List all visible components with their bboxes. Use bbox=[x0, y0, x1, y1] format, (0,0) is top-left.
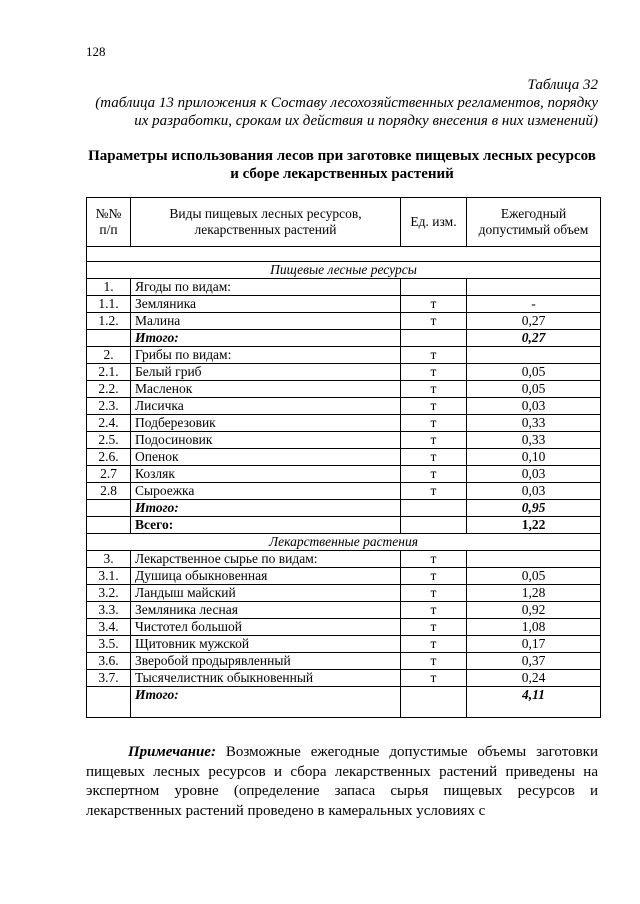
section-row bbox=[87, 534, 601, 551]
table-row: 2.3. Лисичка т 0,03 bbox=[87, 398, 601, 415]
subtotal-row: Итого: 4,11 bbox=[87, 687, 601, 718]
footnote bbox=[86, 743, 598, 821]
table-row: 2.8 Сыроежка т 0,03 bbox=[87, 483, 601, 500]
table-row: 3.6. Зверобой продырявленный т 0,37 bbox=[87, 653, 601, 670]
note-label: Примечание: bbox=[128, 744, 216, 760]
table-row: 2.1. Белый гриб т 0,05 bbox=[87, 364, 601, 381]
table-row: 2.2. Масленок т 0,05 bbox=[87, 381, 601, 398]
group-row: 2. Грибы по видам: т bbox=[87, 347, 601, 364]
table-row: 3.3. Земляника лесная т 0,92 bbox=[87, 602, 601, 619]
group-row: 1. Ягоды по видам: bbox=[87, 279, 601, 296]
table-row: 2.4. Подберезовик т 0,33 bbox=[87, 415, 601, 432]
table-row: 3.2. Ландыш майский т 1,28 bbox=[87, 585, 601, 602]
table-row: 3.1. Душица обыкновенная т 0,05 bbox=[87, 568, 601, 585]
table-row: 2.5. Подосиновик т 0,33 bbox=[87, 432, 601, 449]
table-title: Параметры использования лесов при заготовке пищевых лесных ресурсов и сборе лекарственных растений bbox=[88, 148, 596, 182]
table-row: 1.1. Земляника т - bbox=[87, 296, 601, 313]
table-row: 2.7 Козляк т 0,03 bbox=[87, 466, 601, 483]
blank-row bbox=[87, 247, 601, 262]
table-row: 3.5. Щитовник мужской т 0,17 bbox=[87, 636, 601, 653]
table-row: 2.6. Опенок т 0,10 bbox=[87, 449, 601, 466]
section-title: Лекарственные растения bbox=[87, 534, 601, 551]
header-volume: Ежегодный допустимый объем bbox=[467, 198, 601, 247]
table-row: 3.4. Чистотел большой т 1,08 bbox=[87, 619, 601, 636]
header-num: №№ п/п bbox=[87, 198, 131, 247]
page-number: 128 bbox=[86, 44, 106, 59]
table-number: Таблица 32 bbox=[527, 77, 598, 93]
resources-table bbox=[86, 197, 601, 718]
grand-total-row: Всего: 1,22 bbox=[87, 517, 601, 534]
subtotal-row: Итого: 0,95 bbox=[87, 500, 601, 517]
note-text: Возможные ежегодные допустимые объемы заготовки пищевых лесных ресурсов и сбора лекарственных растений приведены на экспертном уровне (определение запаса сырья пищевых ресурсов и лекарственных растений проведено в камеральных условиях с bbox=[86, 744, 598, 819]
header-name: Виды пищевых лесных ресурсов, лекарственных растений bbox=[131, 198, 401, 247]
section-title: Пищевые лесные ресурсы bbox=[87, 262, 601, 279]
section-row bbox=[87, 262, 601, 279]
group-row: 3. Лекарственное сырье по видам: т bbox=[87, 551, 601, 568]
table-caption bbox=[86, 76, 598, 130]
table-reference: (таблица 13 приложения к Составу лесохозяйственных регламентов, порядку их разработки, срокам их действия и порядку внесения в них изменений) bbox=[95, 95, 598, 129]
header-unit: Ед. изм. bbox=[401, 198, 467, 247]
subtotal-row: Итого: 0,27 bbox=[87, 330, 601, 347]
table-header-row bbox=[87, 198, 601, 247]
table-row: 1.2. Малина т 0,27 bbox=[87, 313, 601, 330]
table-row: 3.7. Тысячелистник обыкновенный т 0,24 bbox=[87, 670, 601, 687]
